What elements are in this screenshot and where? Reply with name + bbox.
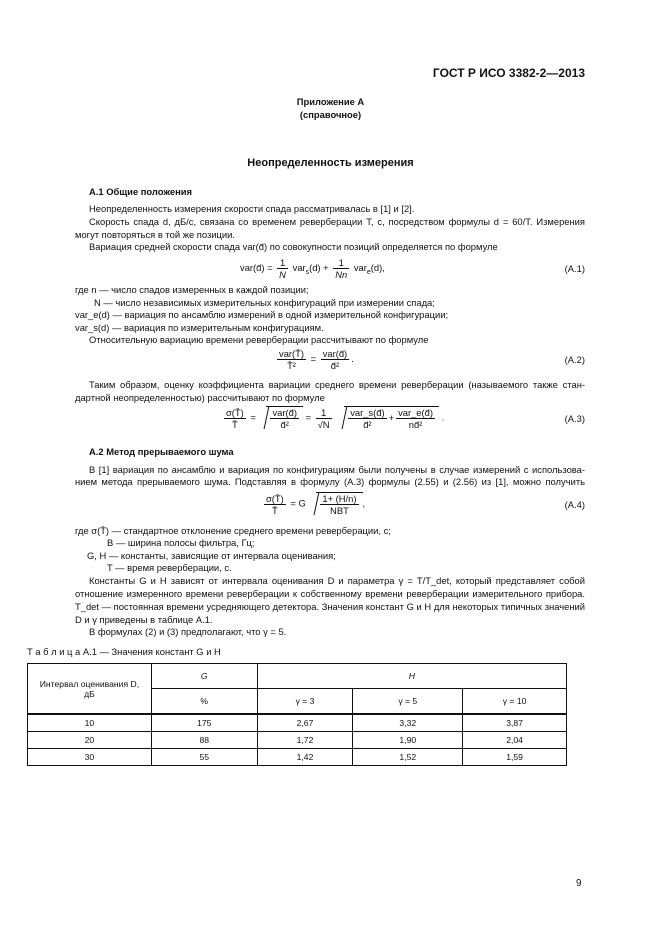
table-row: 20 88 1,72 1,90 2,04 [28, 732, 567, 749]
formula-number: (А.3) [564, 413, 585, 424]
table-row: 10 175 2,67 3,32 3,87 [28, 714, 567, 732]
annex-title: Приложение А [296, 96, 365, 107]
paragraph: дартной неопределенностью) рассчитывают по формуле [75, 392, 325, 403]
formula-number: (А.2) [564, 354, 585, 365]
header-gamma5: γ = 5 [353, 689, 463, 715]
formula-number: (А.4) [564, 499, 585, 510]
formula-a2: $\frac{\text{var(T̄)}}{\text{T̄²}}$ = $\frac{\text{var(d̄)}}{\text{d̄²}}$ . [279, 348, 354, 371]
header-gamma10: γ = 10 [463, 689, 567, 715]
definition: T — время реверберации, с. [107, 562, 232, 573]
table-caption: Т а б л и ц а А.1 — Значения констант G и H [27, 646, 221, 657]
constants-table [27, 663, 567, 766]
section-heading: А.2 Метод прерываемого шума [89, 446, 234, 457]
definition: где n — число спадов измеренных в каждой позиции; [75, 284, 309, 295]
paragraph: отношение измеренного времени реверберации к собственному времени реверберации измерительного прибора. [75, 588, 585, 599]
paragraph: В [1] вариация по ансамблю и вариация по конфигурациям были получены в случае измерений с использова- [89, 464, 585, 475]
formula-a3: $\frac{\sigma(T̄)}{T̄}$ = $\frac{\text{var(d̄)}}{\text{d̄²}}$ = $\frac{1}{√N}$ $\frac{\text{var\_s(d̄)}}{\text{d̄²}}$ + $\frac{\text{var\_e(d̄)}}{\text{nd̄²}}$ . [226, 406, 445, 430]
paragraph: Неопределенность измерения скорости спада рассматривалась в [1] и [2]. [89, 203, 415, 214]
definition: G, H — константы, зависящие от интервала оценивания; [87, 550, 336, 561]
paragraph: Константы G и H зависят от интервала оценивания D и параметра γ = T/T_det, который представляет собой [89, 575, 585, 586]
paragraph: могут повторяться в той же позиции. [75, 229, 235, 240]
definition: B — ширина полосы фильтра, Гц; [107, 537, 255, 548]
header-g: G [151, 664, 257, 689]
page-number: 9 [576, 878, 582, 889]
paragraph: Таким образом, оценку коэффициента вариации среднего времени реверберации (называемого также стан- [89, 379, 585, 390]
definition: где σ(T̄) — стандартное отклонение среднего времени реверберации, с; [75, 525, 391, 536]
section-heading: А.1 Общие положения [89, 186, 192, 197]
table-row: 30 55 1,42 1,52 1,59 [28, 749, 567, 766]
header-percent: % [151, 689, 257, 715]
annex-note: (справочное) [299, 109, 362, 120]
definition: N — число независимых измерительных конфигураций при измерении спада; [94, 297, 435, 308]
paragraph: Относительную вариацию времени реверберации рассчитывают по формуле [89, 334, 429, 345]
definition: var_s(d) — вариация по измерительным конфигурациям. [75, 322, 324, 333]
paragraph: D и γ приведены в таблице А.1. [75, 614, 213, 625]
paragraph: Вариация средней скорости спада var(d̄) по совокупности позиций определяется по формуле [89, 241, 498, 252]
paragraph: T_det — постоянная времени усредняющего детектора. Значения констант G и H для некоторых типичных значений [75, 601, 585, 612]
formula-number: (А.1) [564, 263, 585, 274]
paragraph: В формулах (2) и (3) предполагают, что γ = 5. [89, 626, 287, 637]
paragraph: Скорость спада d, дБ/с, связана со временем реверберации T, с, посредством формулы d = 60/T. Измерения [89, 216, 585, 227]
header-interval: Интервал оценивания D, дБ [28, 664, 152, 715]
paragraph: нием метода прерываемого шума. Подставляя в формулу (А.3) формулы (2.55) и (2.56) из [1], можно получить [75, 476, 585, 487]
header-gamma3: γ = 3 [257, 689, 353, 715]
formula-a4: $\frac{\sigma(T̄)}{T̄}$ = G $\frac{1+ (H/n)}{\text{NBT}}$ , [266, 492, 366, 516]
formula-a1: var(d̄) = $\frac{1}{N}$ var$_s$(d) + $\frac{1}{Nn}$ var$_e$(d), [240, 257, 385, 280]
main-title: Неопределенность измерения [247, 157, 414, 169]
document-id: ГОСТ Р ИСО 3382-2—2013 [432, 66, 585, 80]
header-h: H [257, 664, 566, 689]
definition: var_e(d) — вариация по ансамблю измерений в одной измерительной конфигурации; [75, 309, 449, 320]
